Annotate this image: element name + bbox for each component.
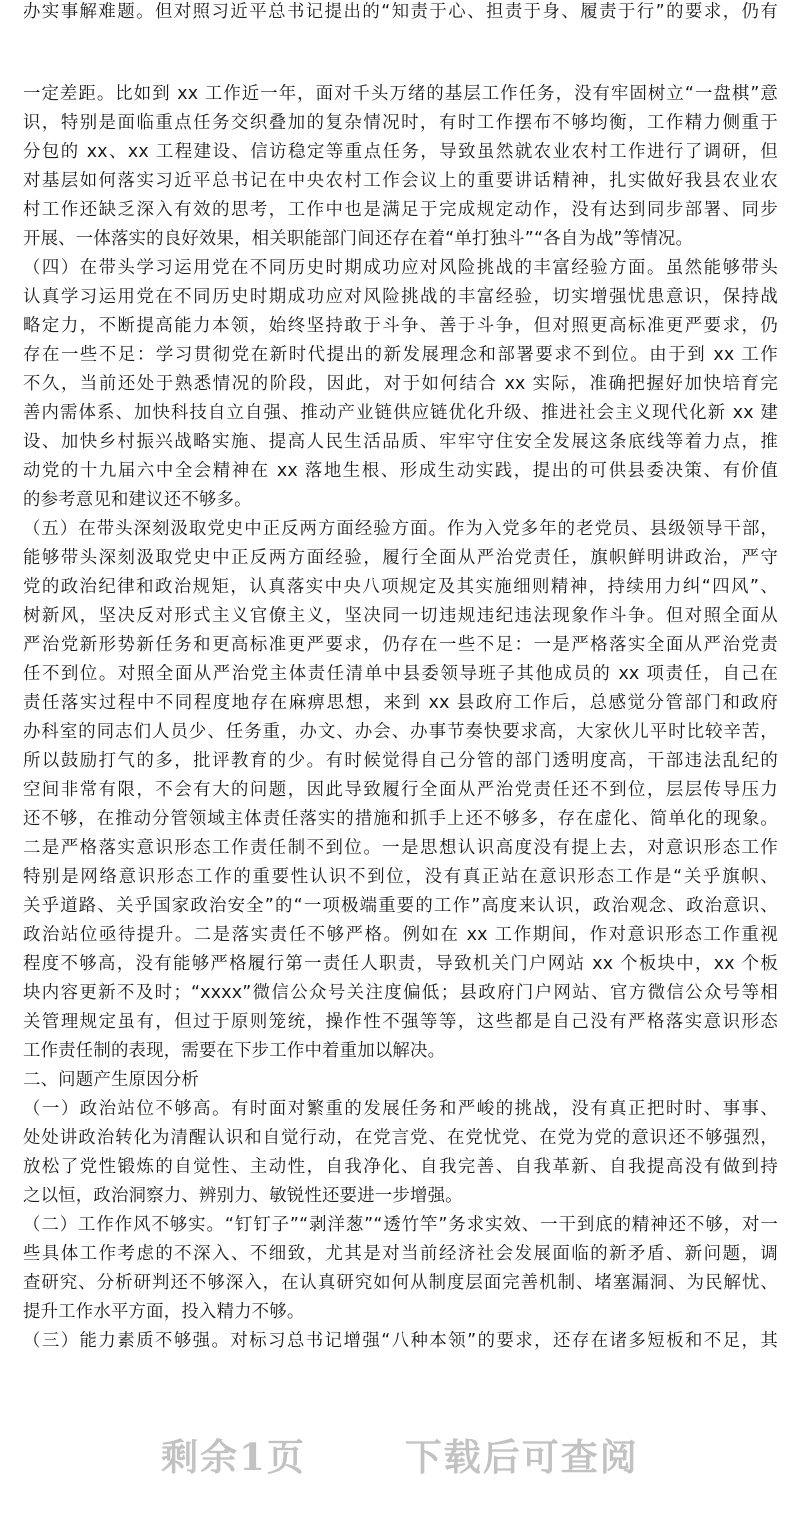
- text-line: 责任落实过程中不同程度地存在麻痹思想，来到 xx 县政府工作后，总感觉分管部门和政府: [23, 693, 778, 713]
- text-line: 政治站位亟待提升。二是落实责任不够严格。例如在 xx 工作期间，作对意识形态工作重视: [23, 925, 778, 945]
- text-line: 放松了党性锻炼的自觉性、主动性，自我净化、自我完善、自我革新、自我提高没有做到持: [23, 1157, 778, 1177]
- text-line: 的参考意见和建议还不够多。: [23, 490, 252, 510]
- text-line: 所以鼓励打气的多，批评教育的少。有时候觉得自己分管的部门透明度高，干部违法乱纪的: [23, 751, 778, 771]
- text-line: 查研究、分析研判还不够深入，在认真研究如何从制度层面完善机制、堵塞漏洞、为民解忧、: [23, 1273, 778, 1293]
- text-line: 存在一些不足：学习贯彻党在新时代提出的新发展理念和部署要求不到位。由于到 xx 工作: [23, 345, 778, 365]
- text-line: 空间非常有限，不会有大的问题，因此导致履行全面从严治党责任还不到位，层层传导压力: [23, 780, 778, 800]
- text-line: 略定力，不断提高能力本领，始终坚持敢于斗争、善于斗争，但对照更高标准更严要求，仍: [23, 316, 778, 336]
- text-line: 善内需体系、加快科技自立自强、推动产业链供应链优化升级、推进社会主义现代化新 xx 建: [23, 403, 778, 423]
- text-line: 块内容更新不及时；“xxxx”微信公众号关注度偏低；县政府门户网站、官方微信公众号等相: [23, 983, 778, 1003]
- text-line: 办实事解难题。但对照习近平总书记提出的“知责于心、担责于身、履责于行”的要求，仍有: [23, 2, 778, 22]
- text-line: 二、问题产生原因分析: [23, 1070, 199, 1090]
- text-line: 严治党新形势新任务和更高标准更严要求，仍存在一些不足：一是严格落实全面从严治党责: [23, 635, 778, 655]
- download-banner[interactable]: [0, 1422, 800, 1492]
- text-line: 一定差距。比如到 xx 工作近一年，面对千头万绪的基层工作任务，没有牢固树立“一盘棋”意: [23, 84, 778, 104]
- text-line: （三）能力素质不够强。对标习总书记增强“八种本领”的要求，还存在诸多短板和不足，其: [23, 1331, 778, 1351]
- text-line: 工作责任制的表现，需要在下步工作中着重加以解决。: [23, 1041, 446, 1061]
- text-line: （二）工作作风不够实。“钉钉子”“剥洋葱”“透竹竿”务求实效、一干到底的精神还不够，对一: [23, 1215, 778, 1235]
- text-line: 动党的十九届六中全会精神在 xx 落地生根、形成生动实践，提出的可供县委决策、有价值: [23, 461, 778, 481]
- text-line: （四）在带头学习运用党在不同历史时期成功应对风险挑战的丰富经验方面。虽然能够带头: [23, 258, 778, 278]
- text-line: 树新风，坚决反对形式主义官僚主义，坚决同一切违规违纪违法现象作斗争。但对照全面从: [23, 606, 778, 626]
- text-line: 之以恒，政治洞察力、辨别力、敏锐性还要进一步增强。: [23, 1186, 463, 1206]
- text-line: （一）政治站位不够高。有时面对繁重的发展任务和严峻的挑战，没有真正把时时、事事、: [23, 1099, 778, 1119]
- text-line: 分包的 xx、xx 工程建设、信访稳定等重点任务，导致虽然就农业农村工作进行了调研，但: [23, 142, 778, 162]
- text-line: 任不到位。对照全面从严治党主体责任清单中县委领导班子其他成员的 xx 项责任，自己在: [23, 664, 778, 684]
- text-line: （五）在带头深刻汲取党史中正反两方面经验方面。作为入党多年的老党员、县级领导干部，: [23, 519, 778, 539]
- text-line: 二是严格落实意识形态工作责任制不到位。一是思想认识高度没有提上去，对意识形态工作: [23, 838, 778, 858]
- text-line: 村工作还缺乏深入有效的思考，工作中也是满足于完成规定动作，没有达到同步部署、同步: [23, 200, 778, 220]
- text-line: 开展、一体落实的良好效果，相关职能部门间还存在着“单打独斗”“各自为战”等情况。: [23, 229, 694, 249]
- text-line: 特别是网络意识形态工作的重要性认识不到位，没有真正站在意识形态工作是“关乎旗帜、: [23, 867, 778, 887]
- text-line: 认真学习运用党在不同历史时期成功应对风险挑战的丰富经验，切实增强忧患意识，保持战: [23, 287, 778, 307]
- text-line: 关乎道路、关乎国家政治安全”的“一项极端重要的工作”高度来认识，政治观念、政治意识、: [23, 896, 778, 916]
- text-line: 设、加快乡村振兴战略实施、提高人民生活品质、牢牢守住安全发展这条底线等着力点，推: [23, 432, 778, 452]
- text-line: 还不够，在推动分管领域主体责任落实的措施和抓手上还不够多，存在虚化、简单化的现象。: [23, 809, 778, 829]
- text-line: 关管理规定虽有，但过于原则笼统，操作性不强等等，这些都是自己没有严格落实意识形态: [23, 1012, 778, 1032]
- text-line: 办科室的同志们人员少、任务重，办文、办会、办事节奏快要求高，大家伙儿平时比较辛苦，: [23, 722, 778, 742]
- text-line: 提升工作水平方面，投入精力不够。: [23, 1302, 305, 1322]
- text-line: 不久，当前还处于熟悉情况的阶段，因此，对于如何结合 xx 实际，准确把握好加快培育完: [23, 374, 778, 394]
- download-to-view-label: 下载后可查阅: [404, 1435, 639, 1479]
- text-line: 些具体工作考虑的不深入、不细致，尤其是对当前经济社会发展面临的新矛盾、新问题，调: [23, 1244, 778, 1264]
- remaining-pages-label: 剩余1页: [161, 1435, 306, 1479]
- text-line: 党的政治纪律和政治规矩，认真落实中央八项规定及其实施细则精神，持续用力纠“四风”、: [23, 577, 778, 597]
- text-line: 识，特别是面临重点任务交织叠加的复杂情况时，有时工作摆布不够均衡，工作精力侧重于: [23, 113, 778, 133]
- text-line: 处处讲政治转化为清醒认识和自觉行动，在党言党、在党忧党、在党为党的意识还不够强烈，: [23, 1128, 778, 1148]
- text-line: 能够带头深刻汲取党史中正反两方面经验，履行全面从严治党责任，旗帜鲜明讲政治，严守: [23, 548, 778, 568]
- text-line: 对基层如何落实习近平总书记在中央农村工作会议上的重要讲话精神，扎实做好我县农业农: [23, 171, 778, 191]
- text-line: 程度不够高，没有能够严格履行第一责任人职责，导致机关门户网站 xx 个板块中，xx 个板: [23, 954, 778, 974]
